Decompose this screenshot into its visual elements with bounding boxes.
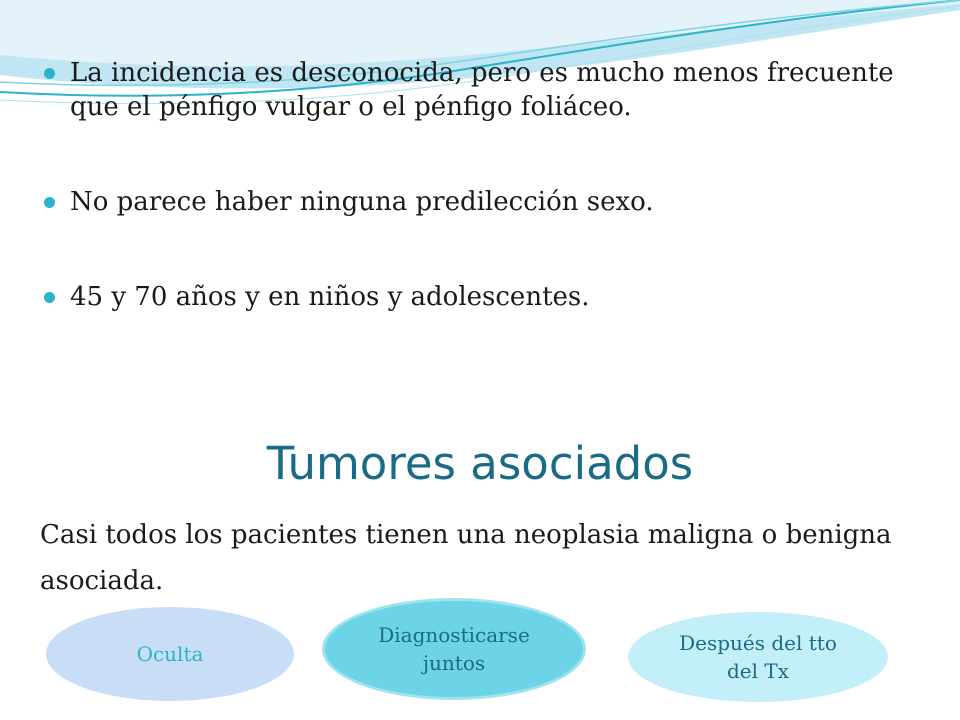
ellipse-oculta — [46, 607, 294, 701]
bullet-item — [44, 56, 934, 124]
bullet-item — [44, 280, 934, 314]
ellipse-despues-del-tto — [628, 612, 888, 702]
bullet-text: 45 y 70 años y en niños y adolescentes. — [70, 282, 590, 312]
bullet-text: No parece haber ninguna predilección sexo. — [70, 187, 654, 217]
bullet-dot-icon — [44, 292, 55, 303]
bullet-dot-icon — [44, 68, 55, 79]
bullet-text: La incidencia es desconocida, pero es mucho menos frecuente que el pénfigo vulgar o el pénfigo foliáceo. — [70, 58, 894, 122]
ellipse-label: Diagnosticarse juntos — [378, 623, 530, 675]
bullet-dot-icon — [44, 197, 55, 208]
body-paragraph: Casi todos los pacientes tienen una neoplasia maligna o benigna asociada. — [40, 520, 892, 596]
bullet-item — [44, 185, 934, 219]
ellipse-label: Oculta — [136, 642, 204, 666]
ellipse-label: Después del tto del Tx — [679, 631, 837, 683]
ellipse-diagnosticarse-juntos — [322, 598, 586, 700]
section-heading: Tumores asociados — [266, 437, 694, 490]
bullet-list — [44, 56, 934, 314]
